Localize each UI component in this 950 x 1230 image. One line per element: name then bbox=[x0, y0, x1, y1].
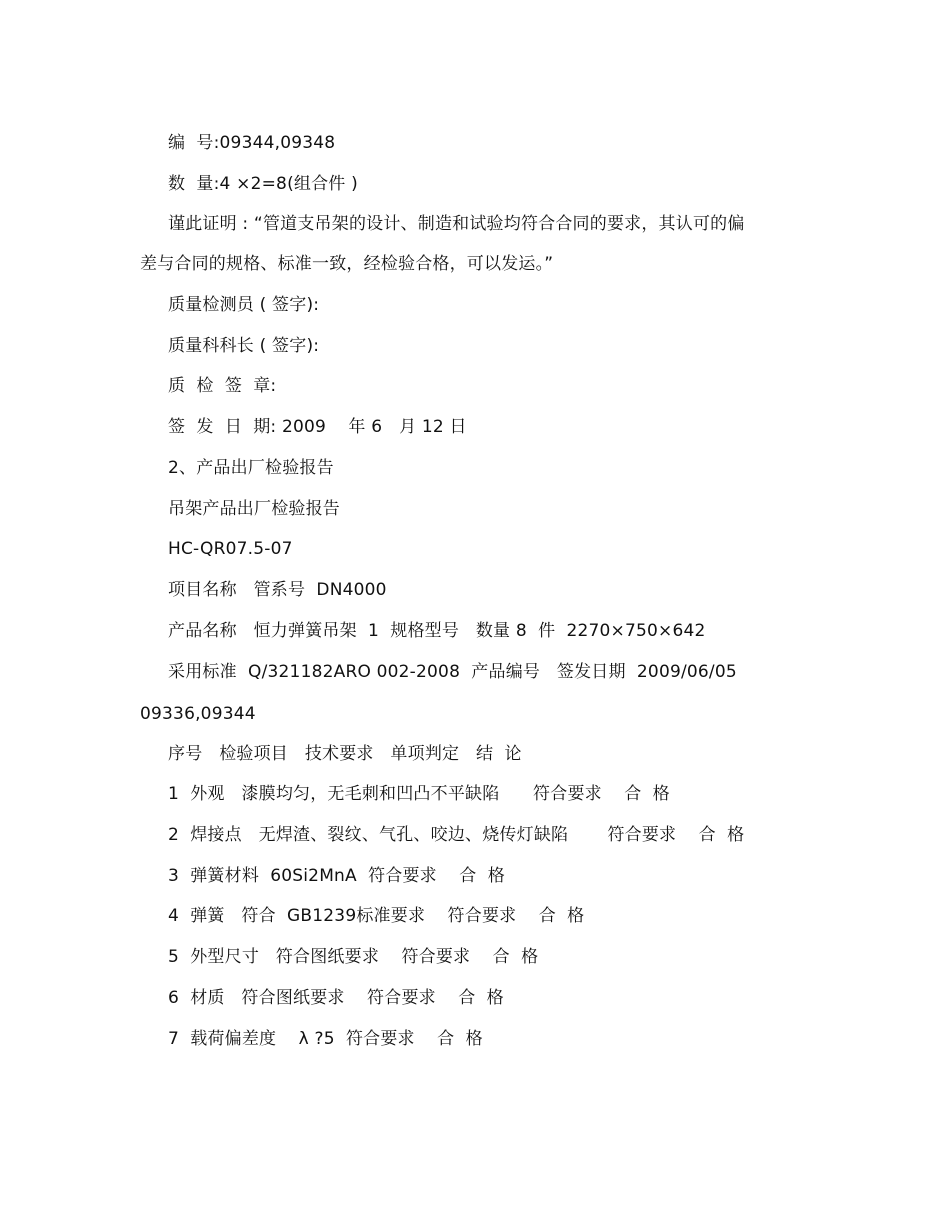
standard-line: 采用标准 Q/321182ARO 002-2008 产品编号 签发日期 2009/06/05 bbox=[168, 662, 737, 682]
report-title: 吊架产品出厂检验报告 bbox=[168, 499, 340, 519]
inspection-item-row: 2 焊接点 无焊渣、裂纹、气孔、咬边、烧传灯缺陷 符合要求 合 格 bbox=[168, 825, 745, 845]
product-number-values: 09336,09344 bbox=[140, 704, 256, 724]
inspection-seal-line: 质 检 签 章: bbox=[168, 376, 277, 396]
issue-date-line: 签 发 日 期: 2009 年 6 月 12 日 bbox=[168, 417, 467, 437]
serial-number-line: 编 号:09344,09348 bbox=[168, 133, 336, 153]
certification-statement-line-1: 谨此证明 : “管道支吊架的设计、制造和试验均符合合同的要求，其认可的偏 bbox=[168, 214, 745, 234]
certification-statement-line-2: 差与合同的规格、标准一致，经检验合格，可以发运。” bbox=[140, 254, 554, 274]
project-name-line: 项目名称 管系号 DN4000 bbox=[168, 580, 387, 600]
inspector-signature-line: 质量检测员 ( 签字): bbox=[168, 295, 320, 315]
inspection-item-row: 5 外型尺寸 符合图纸要求 符合要求 合 格 bbox=[168, 947, 539, 967]
inspection-item-row: 6 材质 符合图纸要求 符合要求 合 格 bbox=[168, 988, 504, 1008]
inspection-item-row: 4 弹簧 符合 GB1239标准要求 符合要求 合 格 bbox=[168, 906, 585, 926]
product-name-line: 产品名称 恒力弹簧吊架 1 规格型号 数量 8 件 2270×750×642 bbox=[168, 621, 706, 641]
inspection-item-row: 1 外观 漆膜均匀，无毛刺和凹凸不平缺陷 符合要求 合 格 bbox=[168, 784, 670, 804]
section-chief-signature-line: 质量科科长 ( 签字): bbox=[168, 336, 320, 356]
inspection-item-row: 7 载荷偏差度 λ ?5 符合要求 合 格 bbox=[168, 1029, 483, 1049]
quantity-line: 数 量:4 ×2=8(组合件 ) bbox=[168, 174, 358, 194]
section-heading: 2、产品出厂检验报告 bbox=[168, 458, 334, 478]
inspection-item-row: 3 弹簧材料 60Si2MnA 符合要求 合 格 bbox=[168, 866, 505, 886]
form-code: HC-QR07.5-07 bbox=[168, 539, 293, 559]
inspection-table-header: 序号 检验项目 技术要求 单项判定 结 论 bbox=[168, 744, 522, 764]
